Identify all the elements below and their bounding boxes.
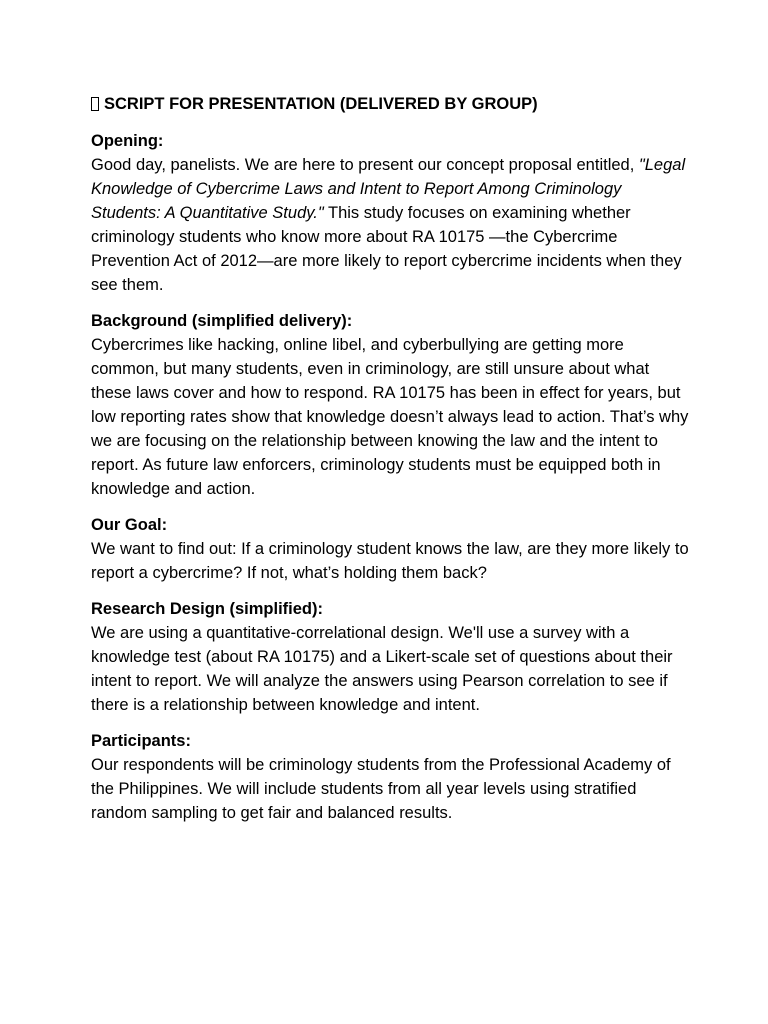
section-research-design [91,597,691,717]
section-goal [91,513,691,585]
section-paragraph: We want to find out: If a criminology student knows the law, are they more likely to report a cybercrime? If not, what’s holding them back? [91,540,689,582]
proposal-title-italic: "Legal Knowledge of Cybercrime Laws and Intent to Report Among Criminology Students: A Quantitative Study." [91,156,686,222]
section-paragraph [91,153,691,297]
section-opening [91,129,691,297]
document-title-text: SCRIPT FOR PRESENTATION (DELIVERED BY GROUP) [104,95,538,113]
section-paragraph: Our respondents will be criminology students from the Professional Academy of the Philippines. We will include students from all year levels using stratified random sampling to get fair and balanced results. [91,756,671,822]
document-page [91,93,691,837]
section-background [91,309,691,501]
document-title [91,93,691,115]
section-participants [91,729,691,825]
section-paragraph: Cybercrimes like hacking, online libel, and cyberbullying are getting more common, but many students, even in criminology, are still unsure about what these laws cover and how to respond. RA 10175 has been in effect for years, but low reporting rates show that knowledge doesn’t always lead to action. That’s why we are focusing on the relationship between knowing the law and the intent to report. As future law enforcers, criminology students must be equipped both in knowledge and action. [91,336,689,498]
section-heading: Opening: [91,132,164,150]
section-heading: Our Goal: [91,516,168,534]
section-heading: Background (simplified delivery): [91,312,353,330]
unrenderable-glyph-icon [91,97,99,111]
section-heading: Participants: [91,732,191,750]
paragraph-text: This study focuses on examining whether criminology students who know more about RA 10175 —the Cybercrime Prevention Act of 2012—are more likely to report cybercrime incidents when they see them. [91,204,682,294]
section-heading: Research Design (simplified): [91,600,323,618]
section-paragraph: We are using a quantitative-correlational design. We'll use a survey with a knowledge test (about RA 10175) and a Likert-scale set of questions about their intent to report. We will analyze the answers using Pearson correlation to see if there is a relationship between knowledge and intent. [91,624,673,714]
paragraph-text: Good day, panelists. We are here to present our concept proposal entitled, [91,156,639,174]
